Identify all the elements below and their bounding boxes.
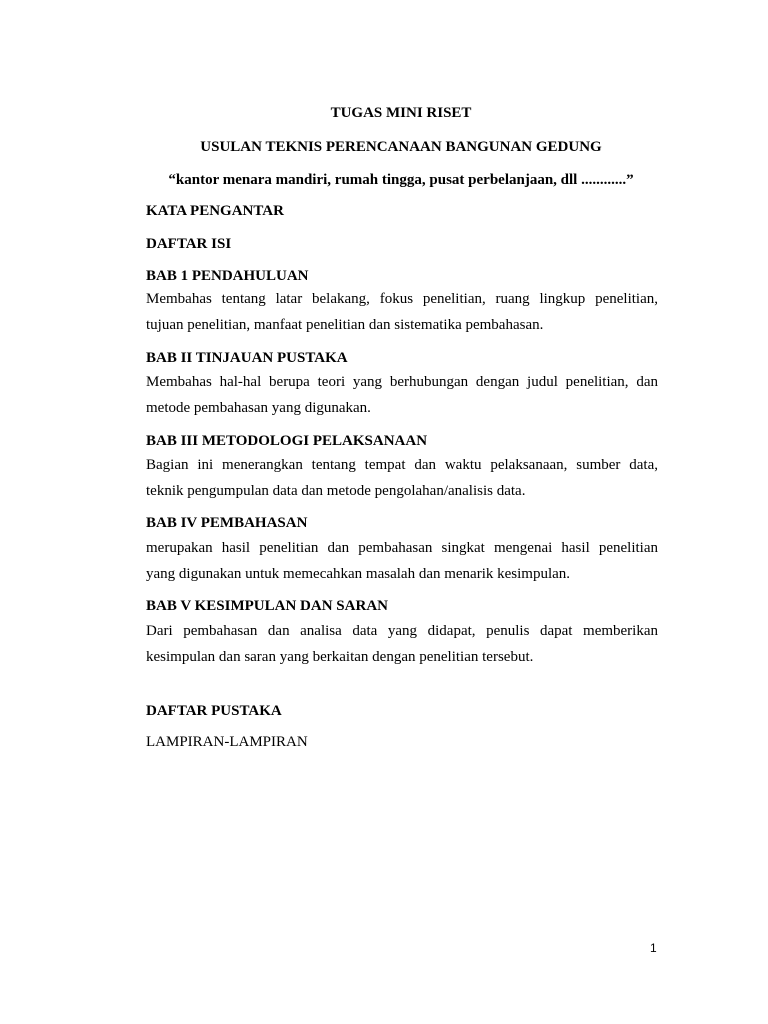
paragraph-line: metode pembahasan yang digunakan.: [146, 400, 371, 416]
document-title: TUGAS MINI RISET: [330, 105, 472, 121]
heading-kata-pengantar: KATA PENGANTAR: [146, 203, 284, 219]
paragraph-line: Membahas hal-hal berupa teori yang berhubungan dengan judul penelitian, dan: [146, 374, 658, 390]
heading-bab-1: BAB 1 PENDAHULUAN: [146, 268, 309, 284]
paragraph-bab-1: [146, 286, 658, 338]
heading-bab-3: BAB III METODOLOGI PELAKSANAAN: [146, 433, 428, 449]
paragraph-line: tujuan penelitian, manfaat penelitian dan sistematika pembahasan.: [146, 317, 544, 333]
paragraph-line: merupakan hasil penelitian dan pembahasan singkat mengenai hasil penelitian: [146, 540, 658, 556]
document-subtitle: USULAN TEKNIS PERENCANAAN BANGUNAN GEDUNG: [200, 139, 602, 155]
heading-daftar-pustaka: DAFTAR PUSTAKA: [146, 703, 282, 719]
paragraph-bab-2: [146, 369, 658, 421]
heading-bab-2: BAB II TINJAUAN PUSTAKA: [146, 350, 348, 366]
paragraph-bab-5: [146, 618, 658, 670]
paragraph-line: yang digunakan untuk memecahkan masalah dan menarik kesimpulan.: [146, 566, 571, 582]
heading-lampiran: LAMPIRAN-LAMPIRAN: [146, 734, 308, 750]
paragraph-line: kesimpulan dan saran yang berkaitan dengan penelitian tersebut.: [146, 649, 534, 665]
paragraph-line: Membahas tentang latar belakang, fokus penelitian, ruang lingkup penelitian,: [146, 291, 658, 307]
paragraph-line: Bagian ini menerangkan tentang tempat dan waktu pelaksanaan, sumber data,: [146, 457, 658, 473]
paragraph-bab-3: [146, 452, 658, 504]
page-number: 1: [650, 941, 657, 955]
heading-daftar-isi: DAFTAR ISI: [146, 236, 232, 252]
paragraph-line: Dari pembahasan dan analisa data yang didapat, penulis dapat memberikan: [146, 623, 658, 639]
paragraph-bab-4: [146, 535, 658, 587]
heading-bab-5: BAB V KESIMPULAN DAN SARAN: [146, 598, 388, 614]
document-quote: “kantor menara mandiri, rumah tingga, pusat perbelanjaan, dll ............”: [168, 172, 634, 188]
paragraph-line: teknik pengumpulan data dan metode pengolahan/analisis data.: [146, 483, 526, 499]
heading-bab-4: BAB IV PEMBAHASAN: [146, 515, 308, 531]
